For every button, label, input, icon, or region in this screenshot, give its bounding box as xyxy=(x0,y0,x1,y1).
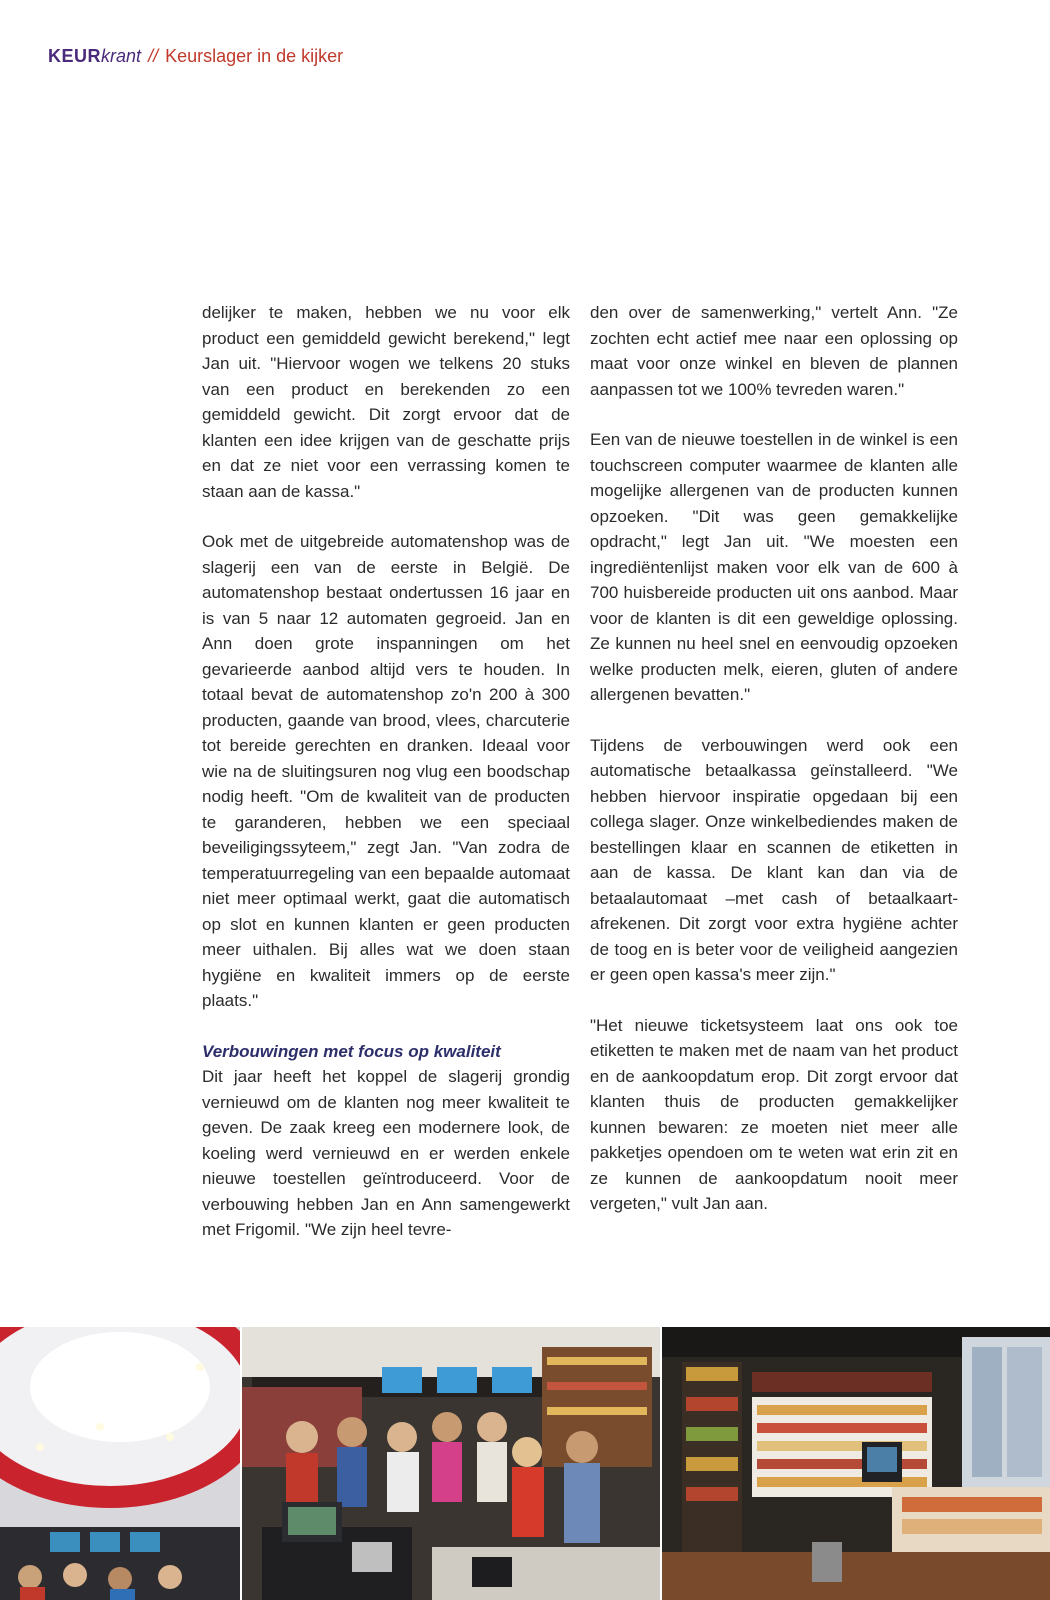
paragraph: "Het nieuwe ticketsysteem laat ons ook toe etiketten te maken met de naam van het product en de aankoopdatum erop. Dit zorgt ervoor dat klanten thuis de producten gemakkelijker kunnen bewaren: ze moeten niet meer alle pakketjes opendoen om te weten wat erin zit en ze kunnen de aankoopdatum nooit meer vergeten," vult Jan aan. xyxy=(590,1015,958,1213)
article-column-right xyxy=(590,300,958,1242)
page-header xyxy=(48,44,343,68)
shop-ceiling-photo xyxy=(0,1327,240,1600)
subheading: Verbouwingen met focus op kwaliteit xyxy=(202,1041,501,1061)
paragraph: Een van de nieuwe toestellen in de winkel is een touchscreen computer waarmee de klanten alle mogelijke allergenen van de producten kunnen opzoeken. "Dit was geen gemakkelijke opdracht," legt Jan uit. "We moesten een ingrediëntenlijst maken voor elk van de 600 à 700 huisbereide producten uit ons aanbod. Maar voor de klanten is dit een geweldige oplossing. Ze kunnen nu heel snel en eenvoudig opzoeken welke producten melk, eieren, gluten of andere allergenen bevatten." xyxy=(590,430,958,704)
article-column-left xyxy=(202,300,570,1268)
shop-shelves-photo xyxy=(662,1327,1050,1600)
paragraph: Tijdens de verbouwingen werd ook een automatische betaalkassa geïnstalleerd. "We hebben hiervoor inspiratie opgedaan bij een collega slager. Onze winkelbediendes maken de bestellingen klaar en scannen de etiketten in aan de kassa. De klant kan dan via de betaalautomaat –met cash of betaalkaart- afrekenen. Dit zorgt voor extra hygiëne achter de toog en is beter voor de veiligheid aangezien er geen open kassa's meer zijn." xyxy=(590,735,958,984)
paragraph: delijker te maken, hebben we nu voor elk product een gemiddeld gewicht berekend," legt Jan uit. "Hiervoor wogen we telkens 20 stuks van een product en berekenden zo een gemiddeld gewicht. Dit zorgt ervoor dat de klanten een idee krijgen van de geschatte prijs en dat ze niet voor een verrassing komen te staan aan de kassa." xyxy=(202,303,570,501)
busy-shop-photo xyxy=(242,1327,660,1600)
paragraph: Dit jaar heeft het koppel de slagerij grondig vernieuwd om de klanten nog meer kwaliteit te geven. De zaak kreeg een modernere look, de koeling werd vernieuwd en er werden enkele nieuwe toestellen geïntroduceerd. Voor de verbouwing hebben Jan en Ann samengewerkt met Frigomil. "We zijn heel tevre- xyxy=(202,1067,570,1239)
paragraph: Ook met de uitgebreide automatenshop was de slagerij een van de eerste in België. De automatenshop bestaat ondertussen 16 jaar en is van 5 naar 12 automaten gegroeid. Jan en Ann doen grote inspanningen om het gevarieerde aanbod altijd vers te houden. In totaal bevat de automatenshop zo'n 200 à 300 producten, gaande van brood, vlees, charcuterie tot bereide gerechten en dranken. Ideaal voor wie na de sluitingsuren nog vlug een boodschap nodig heeft. "Om de kwaliteit van de producten te garanderen, hebben we een speciaal beveiligingssyteem," zegt Jan. "Van zodra de temperatuurregeling van een bepaalde automaat niet meer optimaal werkt, gaat die automatisch op slot en kunnen klanten er geen producten meer uithalen. Bij alles wat we doen staan hygiëne en kwaliteit immers op de eerste plaats." xyxy=(202,532,570,1010)
header-separator: // xyxy=(148,46,159,66)
brand-name: KEUR xyxy=(48,46,102,66)
section-title: Keurslager in de kijker xyxy=(165,46,344,66)
paragraph: den over de samenwerking," vertelt Ann. "Ze zochten echt actief mee naar een oplossing op maat voor onze winkel en bleven de plannen aanpassen tot we 100% tevreden waren." xyxy=(590,303,958,399)
photo-strip xyxy=(0,1327,1050,1600)
brand-suffix: krant xyxy=(101,46,142,66)
